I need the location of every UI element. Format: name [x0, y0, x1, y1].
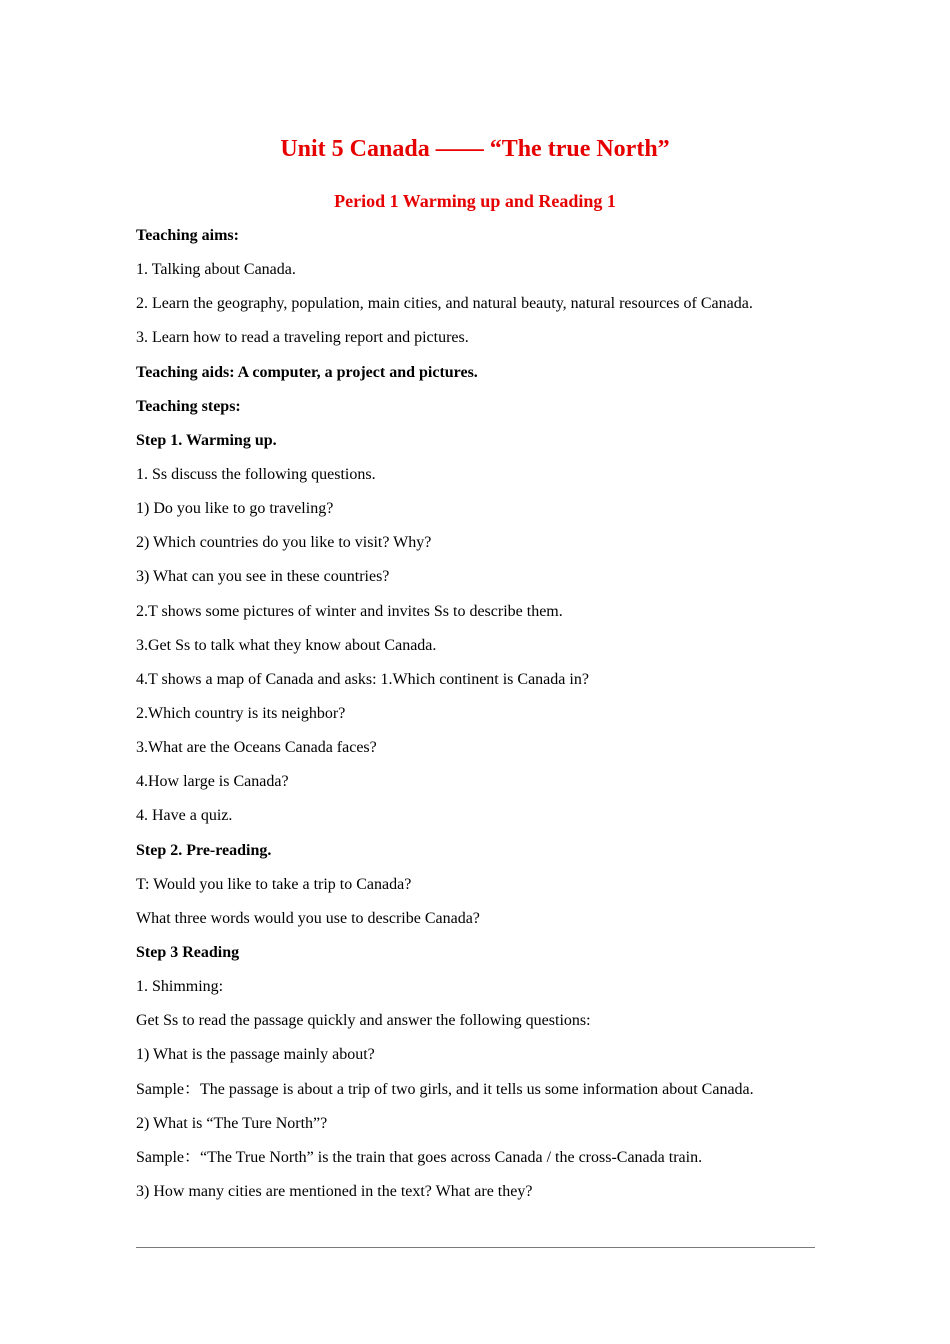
- footer-divider: [136, 1247, 815, 1248]
- section-heading: Teaching steps:: [136, 397, 241, 415]
- document-title: Unit 5 Canada —— “The true North”: [280, 136, 670, 162]
- body-line: 1. Talking about Canada.: [136, 261, 296, 279]
- body-line: T: Would you like to take a trip to Canada?: [136, 875, 412, 893]
- document-subtitle: Period 1 Warming up and Reading 1: [334, 191, 616, 211]
- body-line: Sample：“The True North” is the train that goes across Canada / the cross-Canada train.: [136, 1148, 703, 1166]
- body-line: 3. Learn how to read a traveling report and pictures.: [136, 329, 469, 347]
- section-heading: Step 3 Reading: [136, 943, 240, 961]
- body-line: 2) What is “The Ture North”?: [136, 1114, 328, 1132]
- body-line: 2. Learn the geography, population, main cities, and natural beauty, natural resources of Canada.: [136, 295, 753, 313]
- body-line: 2) Which countries do you like to visit? Why?: [136, 534, 432, 552]
- body-line: 4.T shows a map of Canada and asks: 1.Which continent is Canada in?: [136, 670, 589, 688]
- body-line: Sample：The passage is about a trip of two girls, and it tells us some information about Canada.: [136, 1080, 754, 1098]
- body-line: 4.How large is Canada?: [136, 773, 289, 791]
- body-line: 3.Get Ss to talk what they know about Canada.: [136, 636, 437, 654]
- body-line: 2.T shows some pictures of winter and invites Ss to describe them.: [136, 602, 563, 620]
- body-line: 1) What is the passage mainly about?: [136, 1046, 375, 1064]
- body-line: 3) What can you see in these countries?: [136, 568, 390, 586]
- body-line: 1) Do you like to go traveling?: [136, 500, 334, 518]
- section-heading: Step 2. Pre-reading.: [136, 841, 272, 859]
- body-line: 1. Shimming:: [136, 978, 224, 996]
- body-line: What three words would you use to describe Canada?: [136, 909, 480, 927]
- body-line: 1. Ss discuss the following questions.: [136, 465, 376, 483]
- section-heading: Teaching aids: A computer, a project and pictures.: [136, 363, 478, 381]
- body-line: Get Ss to read the passage quickly and answer the following questions:: [136, 1012, 591, 1030]
- body-line: 3) How many cities are mentioned in the text? What are they?: [136, 1182, 533, 1200]
- section-heading: Step 1. Warming up.: [136, 431, 277, 449]
- section-heading: Teaching aims:: [136, 227, 239, 244]
- body-line: 4. Have a quiz.: [136, 807, 233, 825]
- document-body: [136, 222, 816, 1212]
- body-line: 2.Which country is its neighbor?: [136, 704, 346, 722]
- body-line: 3.What are the Oceans Canada faces?: [136, 739, 377, 757]
